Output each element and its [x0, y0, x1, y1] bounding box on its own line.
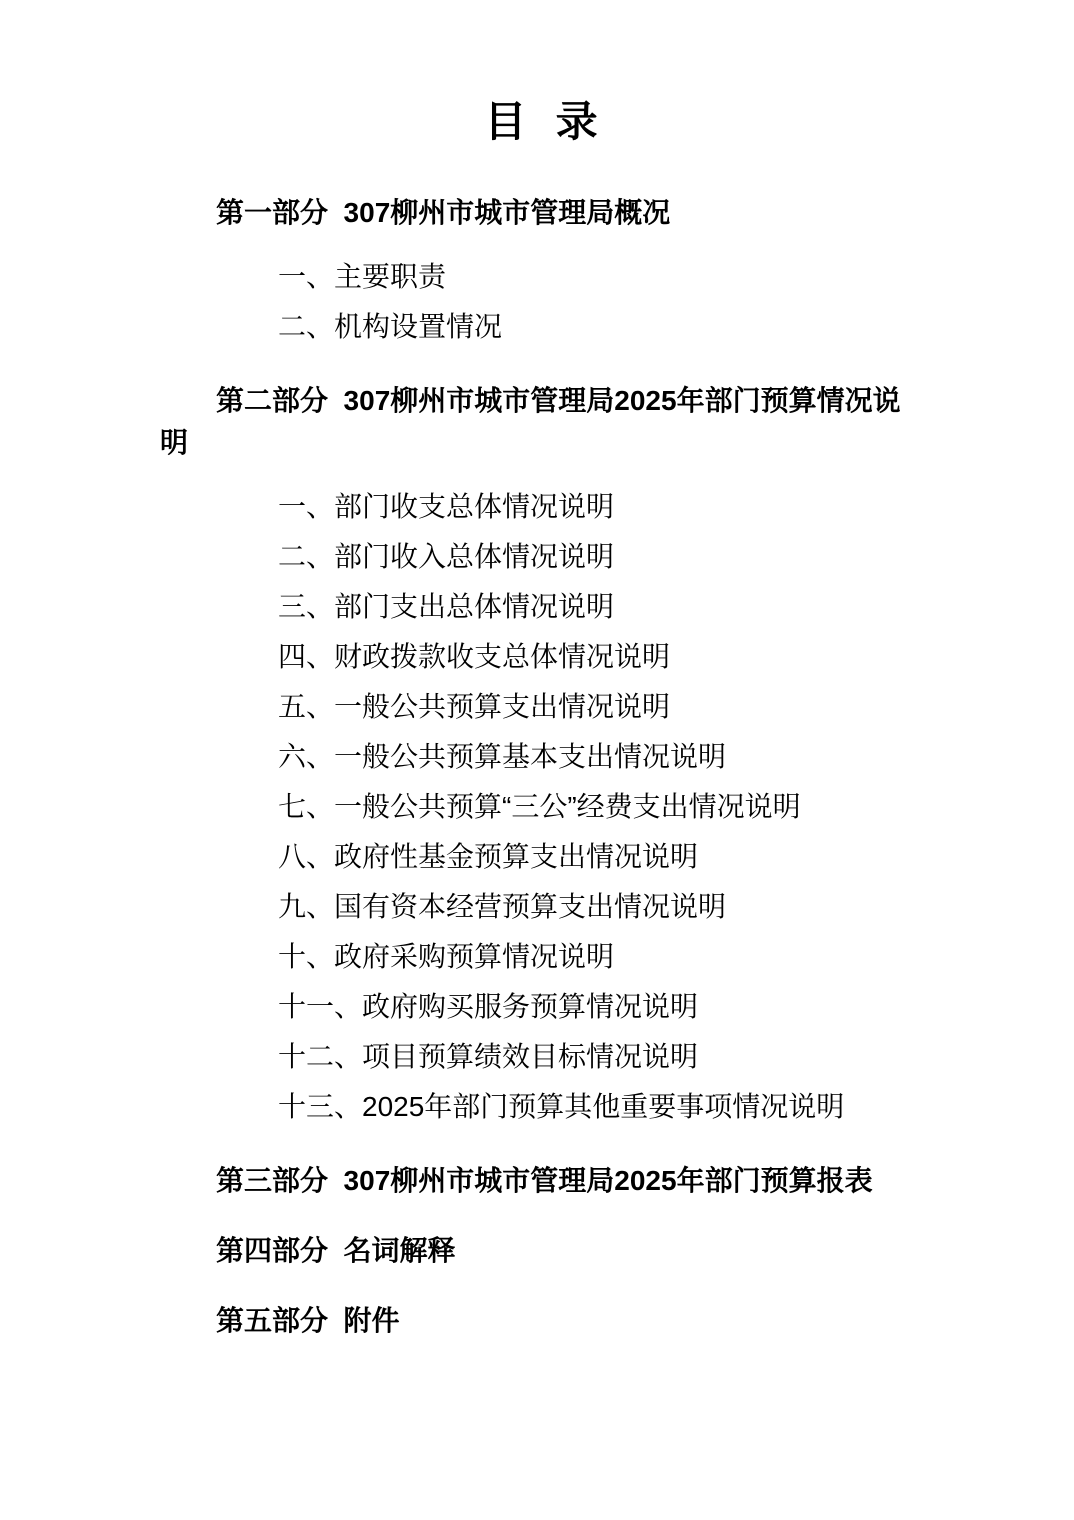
toc-item: 一、主要职责 [278, 261, 447, 292]
toc-item: 九、国有资本经营预算支出情况说明 [278, 891, 727, 922]
section-heading: 第四部分 名词解释 [216, 1235, 456, 1266]
section-heading: 第二部分 307柳州市城市管理局2025年部门预算情况说明 [160, 385, 901, 458]
toc-item: 六、一般公共预算基本支出情况说明 [278, 741, 727, 772]
toc-item: 十一、政府购买服务预算情况说明 [278, 991, 699, 1022]
toc-item: 十二、项目预算绩效目标情况说明 [278, 1041, 699, 1072]
toc-item: 十三、2025年部门预算其他重要事项情况说明 [278, 1091, 845, 1122]
toc-item: 四、财政拨款收支总体情况说明 [278, 641, 671, 672]
section-heading: 第五部分 附件 [216, 1305, 400, 1336]
toc-item: 二、机构设置情况 [278, 311, 503, 342]
toc-item: 三、部门支出总体情况说明 [278, 591, 615, 622]
toc-item: 二、部门收入总体情况说明 [278, 541, 615, 572]
section-heading: 第一部分 307柳州市城市管理局概况 [216, 197, 671, 228]
toc-item: 八、政府性基金预算支出情况说明 [278, 841, 699, 872]
toc-item: 七、一般公共预算“三公”经费支出情况说明 [278, 791, 801, 822]
toc-item: 十、政府采购预算情况说明 [278, 941, 615, 972]
page-title: 目 录 [484, 98, 600, 145]
toc-sections [160, 192, 924, 1342]
toc-item: 一、部门收支总体情况说明 [278, 491, 615, 522]
toc-item: 五、一般公共预算支出情况说明 [278, 691, 671, 722]
section-heading: 第三部分 307柳州市城市管理局2025年部门预算报表 [216, 1165, 873, 1196]
